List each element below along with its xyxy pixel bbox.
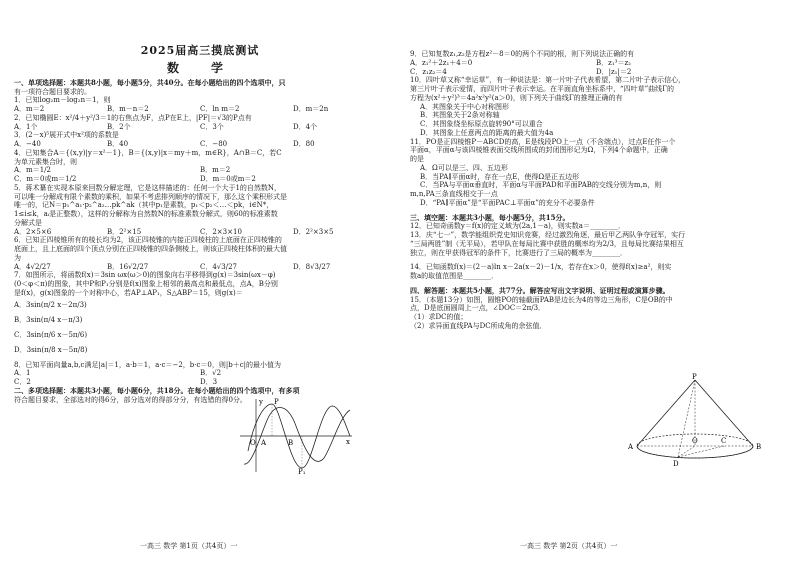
option: A．z₁²＋2z₁＋4＝0 [410, 58, 473, 67]
page-footer-right: 一高三 数学 第2页（共4页）一 [520, 542, 618, 550]
q4-options-row1 [14, 166, 386, 175]
option: C．3个 [200, 122, 224, 131]
question-4: 4．已知集合A＝{(x,y)|y＝x²－1}，B＝{(x,y)|x＝my＋m，m∈R}，A∩B＝C，若C [14, 148, 282, 157]
left-column [14, 0, 386, 561]
option: B．2个 [107, 122, 131, 131]
question-2: 2．已知椭圆E：x²/4＋y²/3＝1的右焦点为F，点P在E上，|PF|＝√3的P点有 [14, 113, 252, 122]
option: A．m＝2 [14, 105, 45, 113]
section-2-heading: 二、多项选择题：本题共3小题，每小题6分，共18分。在每小题给出的四个选项中，有多项 [14, 386, 300, 395]
question-7: 7．如图所示，将函数f(x)＝3sin ωx(ω＞0)的图象向右平移得到g(x)＝3sin(ωx－φ) [14, 271, 276, 280]
label-p: P [274, 398, 279, 406]
option: C．其图象绕坐标原点旋转90°可以重合 [420, 120, 543, 128]
option: B．m＝2 [200, 166, 231, 175]
segment-dc [678, 446, 724, 457]
label-p1: P₁ [298, 468, 306, 474]
option: B．3sin(π/4 x－π/3) [14, 315, 83, 324]
question-11: 11．PO是正四棱锥P－ABCD的高，E是线段PO上一点（不含端点），过点E任作一个 [410, 137, 676, 146]
option: C．ln m＝2 [200, 105, 240, 113]
cone-edge-pa [637, 380, 695, 446]
option: A．4√2/27 [14, 262, 51, 271]
option: B．其图象关于2条对称轴 [420, 111, 500, 120]
option: D．m＝2n [293, 105, 329, 113]
q8-options-row1 [14, 369, 386, 378]
label-x: x [346, 438, 350, 446]
question-10-cont: 方程为(x²＋y²)³＝4a²x²y²(a＞0)，则下列关于曲线Γ的推理正确的有 [410, 93, 623, 102]
option: D．8√3/27 [293, 262, 331, 271]
sine-graph [236, 396, 356, 474]
question-14-cont: 数a的取值范围是________． [410, 272, 499, 280]
option: D．m＝0或m＝2 [200, 175, 256, 183]
question-7-cont: 是f(x)，g(x)图象的一个对称中心，若AP⊥AP₁，S△ABP＝15，则g(x)＝ [14, 288, 243, 297]
segment-do [678, 446, 695, 457]
q8-options-row2 [14, 378, 386, 387]
question-12: 12．已知奇函数y＝f(x)的定义域为(2a,1－a)，则实数a＝________． [410, 222, 625, 231]
option: B．√2 [200, 369, 222, 378]
question-15: 15．（本题13分）如图，圆锥PO的轴截面PAB是边长为4的等边三角形，C是OB的中 [410, 295, 673, 304]
option: C．4√3/27 [200, 262, 237, 271]
option: C．当PA与平面α垂直时，平面α与平面PAD和平面PAB的交线分别为m,n，则 [420, 181, 662, 190]
question-1: 1．已知log₂m－log₂n＝1，则 [14, 96, 111, 105]
question-5-cont: 分解式是 [14, 218, 42, 227]
question-6: 6．已知正四棱锥所有的棱长均为2，该正四棱锥的内接正四棱柱的上底面在正四棱锥的 [14, 236, 282, 245]
question-11-cont: 的是 [410, 155, 424, 163]
q9-options-row1 [410, 59, 782, 68]
option: B．2²×15 [107, 227, 142, 236]
label-c: C [721, 437, 727, 445]
option: C．3sin(π/6 x－5π/6) [14, 330, 88, 339]
option: D．其图象上任意两点的距离的最大值为4a [420, 128, 554, 137]
question-3: 3．(2－x)⁵展开式中x²项的系数是 [14, 131, 119, 140]
label-d: D [673, 460, 679, 468]
question-5-cont: 1≤i≤k，aᵢ是正整数），这样的分解称为自然数N的标准素数分解式，则60的标准素数 [14, 210, 278, 218]
section-2-heading-cont: 符合题目要求，全部选对的得6分，部分选对的得部分分，有选错的得0分。 [14, 395, 247, 404]
option: C．z₁z₂＝4 [410, 67, 447, 76]
question-8: 8．已知平面向量a,b,c满足|a|＝1，a·b＝1，a·c＝−2，b·c＝0，则|b＋c|的最小值为 [14, 360, 281, 369]
question-6-cont: 为 [14, 253, 21, 262]
option: A．1 [14, 369, 31, 378]
cone-edge-pd [678, 380, 695, 457]
question-11-cont: 平面α，平面α与该四棱锥表面交线所围成的封闭图形记为Ω，下列4个命题中，正确 [410, 146, 668, 155]
section-4-heading: 四、解答题：本题共5小题，共77分。解答应写出文字说明、证明过程或演算步骤。 [410, 286, 670, 295]
question-14: 14．已知函数f(x)＝(2－a)ln x－2a(x－2)－1/x，若存在x＞0，使得f(x)≥a²，则实 [410, 263, 672, 272]
question-15-cont: 点，D是底面圆周上一点，∠DOC＝2π/3． [410, 304, 546, 313]
label-o: O [692, 437, 698, 445]
cone-base-front [637, 446, 753, 458]
option-cont: m,n,PA三条直线相交于一点 [410, 190, 498, 198]
section-1-heading-cont: 有一项符合题目要求的。 [14, 87, 91, 96]
option: B．z₁³＝z₂ [596, 58, 631, 67]
option: D．“PA∥平面α”是“平面PAC⊥平面α”的充分不必要条件 [420, 198, 595, 207]
label-a: A [628, 443, 634, 451]
option: A．m＝1/2 [14, 166, 51, 175]
option: A．1个 [14, 122, 38, 131]
q9-options-row2 [410, 68, 782, 77]
label-b: B [756, 443, 762, 451]
option: C．2×3×10 [200, 227, 242, 236]
exam-title: 2025届高三摸底测试 [140, 44, 260, 57]
q3-options [14, 140, 386, 149]
q5-options [14, 228, 386, 237]
option: C．2 [14, 378, 31, 386]
q1-options [14, 105, 386, 114]
question-5-cont: 可以唯一分解成有限个素数的乘积，如果不考虑排列顺序的情况下，那么这个乘积形式是 [14, 192, 287, 201]
question-10: 10．四叶草又称“幸运草”，有一种说法是：第一片叶子代表希望，第二片叶子表示信心， [410, 76, 686, 85]
section-1-heading: 一、单项选择题：本题共8小题，每小题5分，共40分。在每小题给出的四个选项中，只 [14, 78, 286, 87]
question-7-cont: (0＜φ＜π)的图象，其中P和P₁分别是f(x)图象上相邻的最高点和最低点，点A，B分别 [14, 280, 278, 288]
page-footer-left: 一高三 数学 第1页（共4页）一 [140, 542, 238, 550]
q6-options [14, 263, 386, 272]
option: D．4个 [293, 122, 318, 131]
question-13-cont: “三局两胜”制（无平局），若甲队在每局比赛中获胜的概率均为2/3，且每局比赛结果相互 [410, 239, 684, 248]
option: D．|z₁|＝2 [596, 67, 632, 76]
question-9: 9．已知复数z₁,z₂是方程z²－8＝0的两个不同的根，则下列说法正确的有 [410, 50, 635, 58]
option: D．2²×3×5 [293, 227, 334, 236]
option: B．当PA∥平面α时，存在一点E，使得Ω是正五边形 [420, 172, 580, 181]
cone-figure [620, 372, 770, 472]
option: B．m－n＝2 [107, 105, 149, 113]
subject-title: 数 学 [166, 60, 233, 75]
option: A．−40 [14, 140, 41, 148]
option: A．Ω可以是三、四、五边形 [420, 163, 508, 172]
question-5-cont: 唯一的，记N＝p₁^a₁·p₂^a₂…pk^ak（其中p₁是素数，p₁＜p₂＜…＜pk，i∈N*， [14, 201, 274, 210]
question-10-cont: 第三片叶子表示爱情，而四片叶子表示幸运。在平面直角坐标系中，“四叶草”曲线Γ的 [410, 85, 675, 93]
question-6-cont: 底面上，且上底面的四个顶点分别在正四棱锥的四条侧棱上，则该正四棱柱体积的最大值 [14, 245, 287, 253]
option: C．−80 [200, 140, 228, 148]
label-origin: O [250, 439, 256, 447]
question-4-cont: 为单元素集合时，则 [14, 157, 77, 166]
label-a: A [261, 439, 267, 447]
q2-options [14, 123, 386, 132]
label-p: P [692, 373, 697, 381]
option: D．3sin(π/8 x－5π/8) [14, 345, 88, 354]
question-13-cont: 独立，则在甲获得冠军的条件下，比赛进行了三局的概率为________． [410, 248, 627, 257]
option: B．16√2/27 [107, 262, 149, 271]
question-15-part1: （1）求DC的值； [410, 313, 468, 321]
question-15-part2: （2）求异面直线PA与DC所成角的余弦值． [410, 321, 547, 330]
option: B．40 [107, 140, 129, 148]
question-13: 13．庆“七一”，数学能组织党史知识竞赛，经过激烈角逐，最后甲乙两队争夺冠军，实行 [410, 231, 686, 239]
question-5: 5．蒋术纂在实现本原来回数分解定理，它是这样描述的：任何一个大于1的自然数N， [14, 183, 282, 192]
right-column [410, 0, 782, 561]
option: A．2×5×6 [14, 227, 52, 236]
option: C．m＝0或m＝1/2 [14, 175, 77, 183]
q4-options-row2 [14, 175, 386, 184]
section-3-heading: 三、填空题：本题共3小题，每小题5分，共15分。 [410, 213, 570, 222]
option: A．其图象关于中心对称图形 [420, 102, 510, 111]
option: A．3sin(π/2 x－2π/3) [14, 300, 87, 309]
option: D．3 [200, 378, 218, 386]
label-y: y [259, 398, 263, 406]
option: D．80 [293, 140, 315, 148]
label-b: B [288, 439, 294, 447]
